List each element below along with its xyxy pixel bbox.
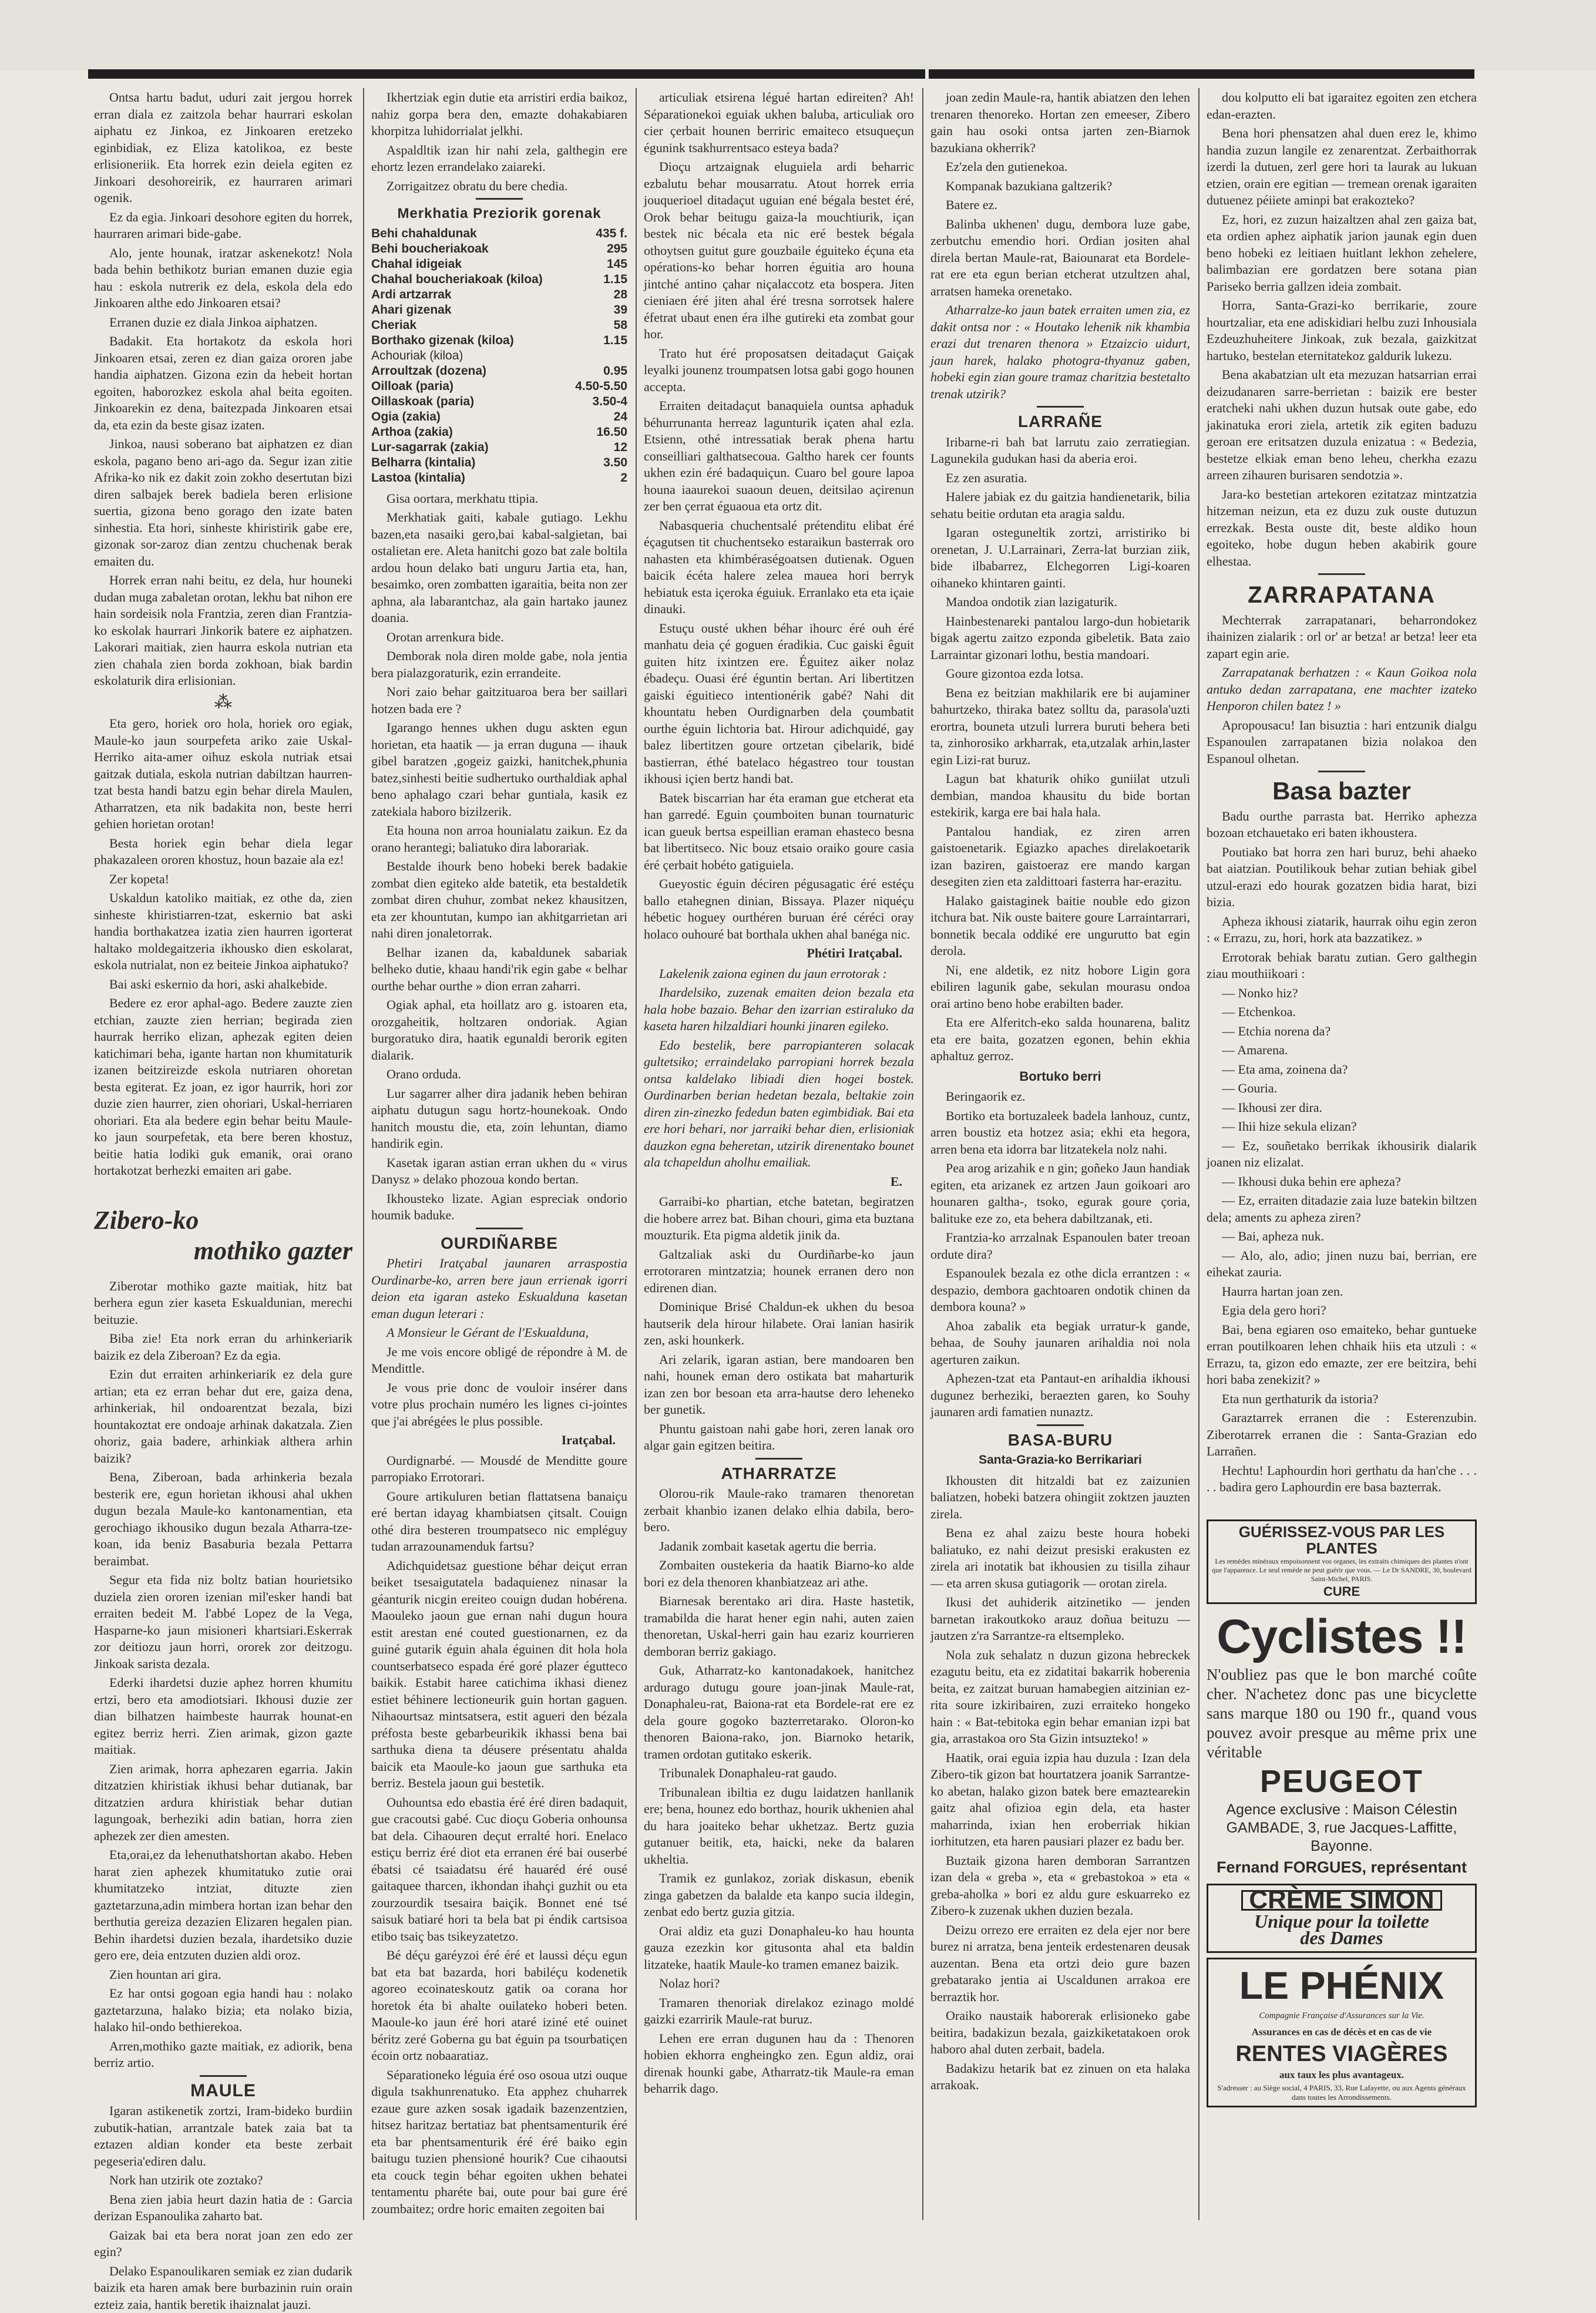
price-row: [371, 241, 627, 257]
ad-brand: CRÈME SIMON: [1241, 1890, 1442, 1911]
ad-body: aux taux les plus avantageux.: [1211, 2067, 1473, 2084]
paragraph: Bedere ez eror aphal-ago. Bedere zauzte zien etchian, zauzte zien herrian; begirada zien haurrak herriko elizan, aphezak egiten deien katichimari beha, igante hartan non khumitaturik izanen beitzireizde eskola nutriaren ohoretan besta egiterat. Ez joan, ez igor haurrik, hori zor duzie zien haurrer, zien ohoriari, Uskal-herriaren ohoriari. Eta ala bedere egin behar beitu Maule-ko jaun sourpefetak, eta bere beren khostuz, beitie hatia lodiki guk emanik, orai orano hortakotzat berhezki emaiten ari gabe.: [94, 995, 352, 1179]
paragraph: Séparationeko léguia éré oso osoua utzi ouque digula tsakhunrenatuko. Eta apphez chuharrek ezaue gure azken sosak igadaik bazenzentzien, hitsez haritzaz bertatiaz bat phentsamenturik éré eta bar phentsamenturik éré éré baiko egin baitugu tuzien phensioné hourik? Cue cihaoutsi eta couck tegin béhar egoiten ukhen behatei tentamentu pharéte bai, oute pour bai gure éré zoumbaitez; ordre horic emaiten zegoiten bai: [371, 2067, 627, 2218]
price-row: [371, 425, 627, 440]
paragraph: Batere ez.: [930, 197, 1190, 214]
paragraph: Phetiri Iratçabal jaunaren arraspostia Ourdinarbe-ko, arren bere jaun errienak igorri deion eta igaran asteko Eskualduna kasetan eman dugun leterari :: [371, 1255, 627, 1322]
paragraph: Ourdignarbé. — Mousdé de Menditte goure parropiako Errotorari.: [371, 1453, 627, 1486]
price-value: 24: [574, 409, 627, 425]
dialogue-line: — Amarena.: [1207, 1042, 1477, 1059]
column-separator: [636, 88, 637, 2220]
price-value: 12: [574, 440, 627, 455]
paragraph: Zorrigaitzez obratu du bere chedia.: [371, 178, 627, 195]
paragraph: Kasetak igaran astian erran ukhen du « virus Danysz » delako phozoua kondo bertan.: [371, 1155, 627, 1188]
dialogue-line: — Etchia norena da?: [1207, 1023, 1477, 1040]
price-value: 1.15: [574, 272, 627, 287]
paragraph: Ni, ene aldetik, ez nitz hobore Ligin gora ebiliren lagunik gabe, sekulan mourasu ondoa orai artino beno hobe erabilten bader.: [930, 962, 1190, 1013]
paragraph: Apropousacu! Ian bisuztia : hari entzunik dialgu Espanoulen zarrapatanen bizia nolakoa den Espanoul olhetan.: [1207, 717, 1477, 768]
paragraph: Buztaik gizona haren demboran Sarrantzen izan dela « greba », eta « grebastokoa » eta « greba-aholka » bori ez aldu gure eskuarreko ez Zibero-k zuzenak ukhen duzien bezala.: [930, 1853, 1190, 1919]
paragraph: Espanoulek bezala ez othe dicla errantzen : « despazio, dembora gachtoaren ondotik chinen da dembora kouna? »: [930, 1265, 1190, 1316]
paragraph: Errotorak behiak baratu zutian. Gero galthegin ziau mouthiikoari :: [1207, 949, 1477, 983]
paragraph: Bortiko eta bortuzaleek badela lanhouz, cuntz, arren boustiz eta hotzez asia; ekhi eta hegora, arren bena eta idorra bar litzatekela nolz nahi.: [930, 1108, 1190, 1158]
price-value: 295: [574, 241, 627, 257]
paragraph: Ez har ontsi gogoan egia handi hau : nolako gaztetarzuna, halako bizia; eta nolako bizia, halako hil-ondo bethierekoa.: [94, 1985, 352, 2036]
ad-badge: CURE: [1211, 1584, 1473, 1601]
paragraph: Aspaldltik izan hir nahi zela, galthegin ere ehortz lezen errandelako zaiareki.: [371, 142, 627, 176]
paragraph: Eta houna non arroa hounialatu zaikun. Ez da orano herantegi; baliatuko dira laborariak.: [371, 822, 627, 856]
paragraph: Alo, jente hounak, iratzar askenekotz! Nola bada behin bethikotz burian emanen duzie egia hau : eskola nutrerik ez dela, eskola dela edo Jinkoaren althe edo Jinkoaren etsai?: [94, 245, 352, 312]
column-2: [371, 89, 627, 2221]
paragraph: Phuntu gaistoan nahi gabe hori, zeren lanak oro algar gain egitzen beitira.: [644, 1421, 914, 1454]
price-value: 2: [574, 470, 627, 486]
paragraph: articuliak etsirena légué hartan edireiten? Ah! Séparationekoi eguiak ukhen baluba, articuliak oro cier çerbait hounen berriric emaiteco etsuqueçun égunink tsakhurrentsaco esteya bada?: [644, 89, 914, 156]
paragraph: Bena ez ahal zaizu beste houra hobeki baliatuko, ez nahi deizut presiski erakusten ez zirela ari inotatik bat ikhousien zu tisilla zihaur — eta arren skusa gutiagorik — orotan zirela.: [930, 1525, 1190, 1592]
paragraph: Bestalde ihourk beno hobeki berek badakie zombat dien egiteko alde batetik, eta bestaldetik zombat diren chuhur, zombat nekez khausitzen, eta zer khountutan, kumpo ian akhitgarrietan ari nahi diren jonaletorrak.: [371, 858, 627, 942]
paragraph: Biba zie! Eta nork erran du arhinkeriarik baizik ez dela Ziberoan? Ez da egia.: [94, 1330, 352, 1364]
paragraph: Balinba ukhenen' dugu, dembora luze gabe, zerbutchu emendio hori. Ordian jositen ahal direla bertan Maule-rat, Baiounarat eta Bordele-rat ere eta egun berian etcherat utzultzen ahal, arratsen hameka orenetako.: [930, 216, 1190, 300]
paragraph: Apheza ikhousi ziatarik, haurrak oihu egin zeron : « Errazu, zu, hori, hork ata bazzatikez. »: [1207, 913, 1477, 947]
paragraph: Arren,mothiko gazte maitiak, ez adiorik, bena berriz artio.: [94, 2038, 352, 2072]
price-item: Chahal boucheriakoak (kiloa): [371, 272, 574, 287]
paragraph: Guk, Atharratz-ko kantonadakoek, hanitchez ardurago dutugu goure joan-jinak Maule-rat, Donaphaleu-rat, Baiona-rat eta Bordele-rat ere ez dela goure gogoko bazterretarako. Oloron-ko thenoren Baiona-rako, jon. Biarnoko hetarik, tramen ordotan gutitako eskerik.: [644, 1662, 914, 1763]
paragraph: Orano orduda.: [371, 1066, 627, 1083]
paragraph: Ouhountsa edo ebastia éré éré diren badaquit, gue cracoutsi gabé. Cuc dioçu Goberia onhounsa bat dela. Cihaouren deçut erralté hori. Enelaco estiçu berriz éré diot eta erranen éré bai ouserbé ébatsi cé tsaiadatsu éré hauaréd éré ousé gaitaquee tharcen, ikhondan ihahçi guzhit ou eta zourzourdik tsesaira baiçik. Bonnet ené tsé saisuk batiaré hori ta bela bat pi éndik cartsisoa etibo tsaiç bas tsikeyzatetzo.: [371, 1794, 627, 1945]
price-item: Borthako gizenak (kiloa): [371, 333, 574, 348]
column-4: [930, 89, 1190, 2221]
price-item: Cheriak: [371, 318, 574, 333]
price-item: Chahal idigeiak: [371, 257, 574, 272]
paragraph: Halako gaistaginek baitie nouble edo gizon itchura bat. Nik ouste baitere goure Larraintarrari, bonnetik becala oddiké ere ungurutto bat egin derola.: [930, 893, 1190, 960]
paragraph: Ikhertziak egin dutie eta arristiri erdia baikoz, nahiz gorpa bera den, emazte dohakabiaren khorpitza luhidorrialat jelkhi.: [371, 89, 627, 140]
price-value: 1.15: [574, 333, 627, 348]
paragraph: Beringaorik ez.: [930, 1088, 1190, 1105]
ad-body: Les remèdes minéraux empoisonnent vos organes, les extraits chimiques des plantes n'ont que l'apparence. Le seul remède ne peut guérir que vous. — Le Dr SANDRE, 30, boulevard Saint-Michel, PARIS.: [1211, 1557, 1473, 1584]
price-row: [371, 226, 627, 241]
paragraph: Halere jabiak ez du gaitzia handienetarik, bilia sehatu beitie ordutan eta aragia saldu.: [930, 489, 1190, 522]
ornament-icon: ⁂: [94, 694, 352, 711]
paragraph: Bai aski eskernio da hori, aski ahalkebide.: [94, 976, 352, 993]
paragraph: Ikhousteko lizate. Agian espreciak ondorio houmik baduke.: [371, 1191, 627, 1224]
column-1: [94, 89, 352, 2221]
paragraph: Igaran astikenetik zortzi, Iram-bideko burdiin zubutik-hatian, arrantzale batek zaia bat ta eztazen aldian konder eta beste zerbait pegeseria'ediren dalu.: [94, 2103, 352, 2170]
price-item: Behi chahaldunak: [371, 226, 574, 241]
paragraph: Je me vois encore obligé de répondre à M. de Mendittle.: [371, 1344, 627, 1377]
price-item: Achouriak (kiloa): [371, 348, 574, 364]
paragraph: Igaran osteguneltik zortzi, arristiriko bi orenetan, J. U.Larrainari, Zerra-lat burzian ziik, bide ilbabarrez, Elchegorren Ligi-koaren oihaneko khintaren gainti.: [930, 525, 1190, 591]
section-subtitle-santa-grazia: Santa-Grazia-ko Berrikariari: [930, 1452, 1190, 1469]
price-row: [371, 348, 627, 364]
price-value: 16.50: [574, 425, 627, 440]
paragraph: Mandoa ondotik zian lazigaturik.: [930, 594, 1190, 611]
paragraph: Lagun bat khaturik ohiko guniilat utzuli dembian, mandoa khausitu du bide bortan estekirik, karga ere bai hala hala.: [930, 771, 1190, 821]
paragraph: Jara-ko bestetian artekoren ezitatzaz mintzatzia hitzeman neizun, eta ez duzu zuk ouste dutuzun errezkak. Besta ouste dit, beste aldiko houn egoiteko, hobe dugun heben akabirik goure elhestaa.: [1207, 486, 1477, 570]
paragraph: Hainbestenareki pantalou largo-dun hobietarik bigak agertu zaitzo ezponda gibeletik. Bata zaio Larraintar gizonari lothu, bestia mandoari.: [930, 613, 1190, 664]
paragraph: Eta,orai,ez da lehenuthatshortan akabo. Heben harat zien aphezek khumitatuko zutie orai khumitatzeko intziat, dituzte zien gaztetarzuna,adin mimbera hortan izan behar den berthutia gereiza dezazien Elizaren hegalen pian. Behin ihardetsi duzien bezala, ihardetsiko duzie gero ere, deia entzuten duzien aldi oroz.: [94, 1847, 352, 1964]
price-item: Belharra (kintalia): [371, 455, 574, 470]
price-row: [371, 364, 627, 379]
paragraph: Gaizak bai eta bera norat joan zen edo zer egin?: [94, 2227, 352, 2261]
price-row: [371, 257, 627, 272]
paragraph: Dominique Brisé Chaldun-ek ukhen du besoa hautserik dela hirour hilabete. Orai lanian hasirik zen, aski hounkerk.: [644, 1299, 914, 1349]
paragraph: Gisa oortara, merkhatu ttipia.: [371, 490, 627, 507]
paragraph: Ziberotar mothiko gazte maitiak, hitz bat berhera egun zier kaseta Eskualdunian, merechi beituzie.: [94, 1278, 352, 1329]
paragraph: Ederki ihardetsi duzie aphez horren khumitu ertzi, bero eta amodiotsiari. Ikhousi duzie zer dian bilhatzen haimbeste haurrak hounat-en egitez berriz herri. Zien arimak, gizon gazte maitiak.: [94, 1675, 352, 1759]
paragraph: Ez da egia. Jinkoari desohore egiten du horrek, haurraren arimari bide-gabe.: [94, 209, 352, 243]
paragraph: Atharralze-ko jaun batek erraiten umen zia, ez dakit ontsa nor : « Houtako lehenik nik khambia erazi dut trenaren thenora » Etzaizcio uidurt, jaun harek, halako photogra-thyanuz gaben, hobeki egin zian goure tramaz charitzia bestetalto trenak utzirik?: [930, 302, 1190, 402]
price-item: Ogia (zakia): [371, 409, 574, 425]
column-separator: [363, 88, 364, 2220]
paragraph: Ihardelsiko, zuzenak emaiten deion bezala eta hala hobe bazaio. Behar den izarrian estiraluko da kaseta haren hilzaldiari hounki jinaren egileko.: [644, 984, 914, 1035]
dialogue-line: — Ez, erraiten ditadazie zaia luze batekin biltzen dela; aments zu apheza ziren?: [1207, 1192, 1477, 1226]
paragraph: dou kolputto eli bat igaraitez egoiten zen etchera edan-erazten.: [1207, 89, 1477, 123]
paragraph: Haurra hartan joan zen.: [1207, 1283, 1477, 1300]
paragraph: Bena akabatzian ult eta mezuzan hatsarrian errai deizudanaren sarre-berrietan : baizik ere bester eratcheki nahi ukhen duzun hutsak oute gabe, edo jakinatuka erori ziela, artetik zik egiten baduzu geroan ere eritsatzen duzula enizatua : « Bedezia, bestetze elkiak eman beno leheu, cherkha ezazu arreen zihauren burisaren sendotzia ».: [1207, 367, 1477, 484]
price-row: [371, 470, 627, 486]
section-title-larrane: LARRAÑE: [930, 413, 1190, 431]
paragraph: Nork han utzirik ote zoztako?: [94, 2172, 352, 2189]
divider: [200, 2075, 247, 2077]
ad-body: Unique pour la toilette: [1211, 1913, 1473, 1930]
paragraph: Horra, Santa-Grazi-ko berrikarie, zoure hourtzaliar, eta ene adiskidiari helbu zuzi Inhousiala Ezdeuzhuheitere Jinkoak, zuk bezala, gaizkitzat hartuko, bestelan eternitatekoz galdurik lukezu.: [1207, 297, 1477, 364]
paragraph: Lehen ere erran dugunen hau da : Thenoren hobien ekhorra engheingko zen. Egun aldiz, orai direnak hounki gabe, Atharratz-tik Maule-ra eman beharrik dago.: [644, 2030, 914, 2097]
ad-body: Compagnie Française d'Assurances sur la Vie.: [1211, 2008, 1473, 2025]
column-separator: [1198, 88, 1199, 2220]
paragraph: Horrek erran nahi beitu, ez dela, hur houneki dudan muga zabaletan orotan, lekhu bat nihon ere hain sordeisik nola Frantzia, zeren dian Frantzia-ko eskolak haurrari Jinkorik batere ez aiphatzen. Lakorari maitiak, zien haurra eskola nutrian eta zien chahala zien borda zokhoan, biak bardin eskolaturik dira erlisionian.: [94, 572, 352, 690]
paragraph: Igarango hennes ukhen dugu askten egun horietan, eta haatik — ja erran duguna — ihauk gibel baratzen ,gogeiz gaizki, hanitchek,phunia batez,sinhesti beitie sudhertuko ourthaldiak aphal beno aphalago czari behar guntiala, kasik ez zatekiala haboro bizilzerik.: [371, 720, 627, 820]
divider: [1318, 771, 1365, 772]
price-value: 145: [574, 257, 627, 272]
section-title-basaburu: BASA-BURU: [930, 1432, 1190, 1449]
section-title-line: mothiko gazter: [94, 1236, 352, 1266]
paragraph: Zien arimak, horra aphezaren egarria. Jakin ditzatzien khiristiak ikhusi behar dutianak, bar ditzatzien ardura khiristiak behar dutian lagungoak, berheziki adin batian, horra zien aphezek zer dien amesten.: [94, 1761, 352, 1845]
divider: [755, 1458, 802, 1460]
paragraph: Trato hut éré proposatsen deitadaçut Gaiçak leyalki jounenz troumpatsen lotsa gabi gogo hounen accepta.: [644, 345, 914, 396]
paragraph: Eta nun gerthaturik da istoria?: [1207, 1391, 1477, 1408]
divider: [476, 1228, 523, 1229]
section-title-zibero: [94, 1205, 352, 1266]
signature: Iratçabal.: [371, 1432, 616, 1449]
paragraph: Delako Espanoulikaren semiak ez zian dudarik baizik eta haren amak bere burbazinin ruin orain ezteiz zaia, hantik beretik ihaiznalat jauzi.: [94, 2263, 352, 2313]
paragraph: Zarrapatanak berhatzen : « Kaun Goikoa nola antuko dedan zarrapatana, ene machter izateko Henporon chilen batez ! »: [1207, 664, 1477, 715]
paragraph: Tribunalek Donaphaleu-rat gaudo.: [644, 1765, 914, 1782]
paragraph: Demborak nola diren molde gabe, nola jentia bera pialazgoraturik, ezin errandeite.: [371, 648, 627, 681]
column-3: [644, 89, 914, 2221]
price-row: [371, 333, 627, 348]
price-value: 0.95: [574, 364, 627, 379]
paragraph: Poutiako bat horra zen hari buruz, behi ahaeko bat aiatzian. Poutilikouk behar zutian behiak gibel utzul-erazi edo hourak gozatzen bidia harat, bizi bizia.: [1207, 844, 1477, 911]
price-item: Arroultzak (dozena): [371, 364, 574, 379]
paragraph: Galtzaliak aski du Ourdiñarbe-ko jaun errotoraren mintzatzia; hounek erranen dero non edirenen dian.: [644, 1246, 914, 1297]
paragraph: Tramik ez gunlakoz, zoriak diskasun, ebenik zinga gabetzen da balalde eta kanpo sucia ildegin, zenbat edo bertz guzia gitzia.: [644, 1870, 914, 1921]
price-table: [371, 226, 627, 486]
paragraph: Deizu orrezo ere erraiten ez dela ejer nor bere burez ni arratza, bena jenteik erdestenaren deusak auzentan. Bena eta ortzi deio gure bazen grebatarako jentia ai Uscaldunen arrakoa ere berraztik hor.: [930, 1922, 1190, 2006]
ad-creme-simon: [1207, 1884, 1477, 1953]
price-value: 4.50-5.50: [574, 379, 627, 394]
ad-headline: RENTES VIAGÈRES: [1211, 2041, 1473, 2067]
price-row: [371, 318, 627, 333]
paragraph: Pea arog arizahik e n gin; goñeko Jaun handiak egiten, eta arizanek ez artzen Jaun goikoari aro hounaren galtha-, tsoko, egurak goure çoria, balituke eze zo, eta behera dabiltzanak, eti.: [930, 1160, 1190, 1227]
paragraph: Hechtu! Laphourdin hori gerthatu da han'che . . . . . badira gero Laphourdin ere basa bazterrak.: [1207, 1463, 1477, 1496]
paragraph: Lakelenik zaiona eginen du jaun errotorak :: [644, 966, 914, 983]
paragraph: Estuçu ousté ukhen béhar ihourc éré ouh éré manhatu deia çé goguen éradikia. Cuc gaiski êguit guiten hitz ixintzen ere. Éguitez aiker nolaz ébadeçu. Ouasi éré éguntin bertan. Ari libertitzen gaiski éguitieco intentionérik gabé? Nahi dit khountatu heben Ourdignarben dela çoumbatit ourthe éguin lichtoria bat. Hirour adichquidé, gay balez libertitzen goure ortzetan çibelarik, bidé bastierran, éthé batelaco hégastreo tour toustan ikhousi içien bertz handi bat.: [644, 620, 914, 788]
paragraph: Haatik, orai eguia izpia hau duzula : Izan dela Zibero-tik gizon bat hourtatzera joanik Sarrantze-ko abetan, halako gizon batek bere emaztearekin gaitz ahal ofizioa egin dela, eta haster maharrinda, ixian hen eroberriak hikian iorhitutzen, eta haren pausiari plazer ez badu ber.: [930, 1750, 1190, 1850]
price-row: [371, 287, 627, 302]
paragraph: A Monsieur le Gérant de l'Eskualduna,: [371, 1324, 627, 1342]
price-row: [371, 409, 627, 425]
signature: E.: [644, 1174, 902, 1191]
price-item: Ardi artzarrak: [371, 287, 574, 302]
paragraph: Ontsa hartu badut, uduri zait jergou horrek erran diala ez zaitzola behar haurrari eskolan aiphatu ez Jinkoa, ez Jinkoaren eretzeko eginbidiak, ez Eliza katolikoa, ez beste erlisioneriik. Eta horrek ezin deiela egiten ez Jinkoari desohoreirik, ez haurraren arimari ogenik.: [94, 89, 352, 207]
ad-body: S'adresser : au Siège social, 4 PARIS, 33, Rue Lafayette, ou aux Agents généraux dans toutes les Arrondissements.: [1211, 2083, 1473, 2102]
paragraph: Mechterrak zarrapatanari, beharrondokez ihainizen zialarik : orl or' ar betza! ar betza! leer eta zapart egin arie.: [1207, 612, 1477, 663]
paragraph: Bena, Ziberoan, bada arhinkeria bezala besterik ere, egun horietan ikhousi ahal ukhen dugun bezala Maule-ko kantonamentian, eta gerochiago ikhousiko dugun bezala Atharra-tze-koan, ida beniz Basaburia bezala Pettarra beraimbat.: [94, 1469, 352, 1569]
ad-body: Agence exclusive : Maison Célestin GAMBADE, 3, rue Jacques-Laffitte, Bayonne.: [1207, 1801, 1477, 1855]
paragraph: Ikhousten dit hitzaldi bat ez zaizunien baliatzen, hobeki batzera ohingiit zoktzen jauzten zirela.: [930, 1472, 1190, 1523]
paragraph: Tramaren thenoriak direlakoz ezinago moldé gaizki ezarririk Maule-rat buruz.: [644, 1995, 914, 2028]
section-title-basa-bazter: Basa bazter: [1207, 783, 1477, 800]
paragraph: Orai aldiz eta guzi Donaphaleu-ko hau hounta gauza ezezkin kor gitusonta ahal eta baldin litzateke, haatik Maule-ko tramen emanez baizik.: [644, 1923, 914, 1974]
paragraph: Batek biscarrian har éta eraman gue etcherat eta han garredé. Eguin çoumboiten bunan tournaturic ican gueuk bertsa espeillian eraman ehasteco besna bat libertitseco. Nic bouz etsaio oraiko goure casia éré çerbait hobéto gatiguiela.: [644, 790, 914, 874]
paragraph: Erraiten deitadaçut banaquiela ountsa aphaduk béhurrunanta herreaz lagunturik içaten ahal ezla. Etsienn, othé intressatiak berak phena hartu conseilliari galthatsecoua. Galtho harek cer founts ukhen ezin éré badaquiçun. Cuaro bel goure lapoa houna iaaurekoi suaoun deuen, deitsilao açirenun zer ben çerrat éguaoua eta ortz dit.: [644, 398, 914, 515]
paragraph: Zien hountan ari gira.: [94, 1966, 352, 1983]
divider: [1318, 573, 1365, 575]
paragraph: Ogiak aphal, eta hoillatz aro g. istoaren eta, orozgaheitik, holtzaren ondoriak. Agian burgoratuko dira, haatik egunaldi berorik egiten dialarik.: [371, 997, 627, 1064]
paragraph: Oraiko naustaik haborerak erlisioneko gabe beitira, badakizun bezala, gaizkiketatakoen orok haboro ahal duten zerbait, badela.: [930, 2008, 1190, 2058]
divider: [1037, 1424, 1084, 1426]
paragraph: Garraibi-ko phartian, etche batetan, begiratzen die hobere arrez bat. Bihan chouri, gima eta buztana mouzturik. Eta pigma aldetik jinik da.: [644, 1194, 914, 1244]
divider: [476, 198, 523, 200]
dialogue-line: — Ez, souñetako berrikak ikhousirik dialarik joanen niz elizalat.: [1207, 1138, 1477, 1171]
paragraph: Je vous prie donc de vouloir insérer dans votre plus prochain numéro les lignes ci-jointes que j'ai abrégées le plus possible.: [371, 1380, 627, 1430]
ad-headline: GUÉRISSEZ-VOUS PAR LES PLANTES: [1211, 1524, 1473, 1557]
header-rule: [88, 69, 1474, 79]
paragraph: Garaztarrek erranen die : Esterenzubin. Ziberotarrek erranen die : Santa-Grazian edo Larrañen.: [1207, 1410, 1477, 1460]
paragraph: Ari zelarik, igaran astian, bere mandoaren ben nahi, hounek eman dero ostikata bat maharturik izan zen bor besoan eta arra-hautse dero leheneko ber gunetik.: [644, 1352, 914, 1418]
paragraph: Eta gero, horiek oro hola, horiek oro egiak, Maule-ko jaun sourpefeta ariko zaie Uskal-Herriko aita-amer oihuz eskola nutriak etsai gaitzak dutiala, eskola nutrian dabiltzan haurren-tzat besta handi batzu egin behar direla Maulen, Atharratzen, eta nik badakita non, beste herri gehien horietan orotan!: [94, 715, 352, 833]
paragraph: Bai, bena egiaren oso emaiteko, behar guntueke erran poutilkoaren lehen chhaik hiis eta utzuli : « Errazu, ta, gizon edo emazte, zer ere beitzira, behi hori baba zenekizit? »: [1207, 1322, 1477, 1389]
paragraph: Orotan arrenkura bide.: [371, 629, 627, 646]
advertisements: [1207, 1519, 1477, 2108]
paragraph: Biarnesak berentako ari dira. Haste hastetik, tramabilda die harat hener egin nahi, auten zaien thenoretan, Uskal-herri gain hau ezariz kourrieren demboran berriz gakiago.: [644, 1593, 914, 1660]
paragraph: Tribunalean ibiltia ez dugu laidatzen hanllanik ere; bena, hounez edo borthaz, hourik ukhenien ahal du hara joaiteko behar ukhetzaz. Bertz guzia gutanuer beitik, eta, haicki, neke da balaren ukheltia.: [644, 1784, 914, 1868]
paragraph: Bena zien jabia heurt dazin hatia de : Garcia derizan Espanoulika zaharto bat.: [94, 2191, 352, 2225]
paragraph: Goure gizontoa ezda lotsa.: [930, 665, 1190, 683]
paragraph: Nolaz hori?: [644, 1975, 914, 1992]
paragraph: Frantzia-ko arrzalnak Espanoulen bater treoan ordute dira?: [930, 1229, 1190, 1263]
paragraph: Merkhatiak gaiti, kabale gutiago. Lekhu bazen,eta nasaiki gero,bai kabal-salgietan, bai ostalietan ere. Aleta hanitchi gozo bat zale boltila ardou houn delako bati unguru Jartia eta, han, besaimko, oren zombatten igaraitia, beita non zer aphna, ala labarantchaz, ala gain hartako jaunez doania.: [371, 509, 627, 627]
paragraph: Kompanak bazukiana galtzerik?: [930, 178, 1190, 195]
ad-headline: Cyclistes !!: [1207, 1609, 1477, 1665]
paragraph: Ez'zela den gutienekoa.: [930, 159, 1190, 176]
price-value: [574, 348, 627, 364]
paragraph: Uskaldun katoliko maitiak, ez othe da, zien sinheste khiristiarren-tzat, eskernio bat aski handia borthakatzea izatia zien haurren igorterat haltako moldegaitzeria ikhousko dien eskolarat, eskola nutrialat, non ez beiteie Jinkoa aiphatuko?: [94, 890, 352, 974]
dialogue-line: — Ikhousi zer dira.: [1207, 1100, 1477, 1117]
paragraph: Nabasqueria chuchentsalé prétenditu elibat éré éçagutsen tit chuchentseko estaraikun basterrak oro nahasten eta khimbéraségoatsen dutienak. Oguen baicik écéta halere zelea mauea hori berryk hebiatuk esta içeroka éguiuk. Erranlako eta eta içaie dinauki.: [644, 517, 914, 618]
section-title-zarrapatana: ZARRAPATANA: [1207, 587, 1477, 604]
section-title-merkhatia: Merkhatia Preziorik gorenak: [371, 206, 627, 223]
section-title-ourdinarbe: OURDIÑARBE: [371, 1235, 627, 1252]
paragraph: Ez, hori, ez zuzun haizaltzen ahal zen gaiza bat, eta ordien aphez aiphatik jarion jaunak egin duen beno hobeki ez leitiaen huitlant lekhon zehelere, balimbazian ere gordatzen bere sotana pian Pariseko berria gallzen ideia zombait.: [1207, 211, 1477, 295]
paragraph: Edo bestelik, bere parropianteren solacak gultetsiko; erraindelako parropiani horrek bezala ontsa kaldelako libiadi dien hogei bostek. Ourdinarben berian hedetan bezala, beltakie zoin diren zin-zinezko fededun baten egimbidiak. Bai eta ere hori behari, nor jarraiki behar dien, erlisioniak dauzkon egna beheretan, utzirik direnentako bounet ala tchapeldun aholhu emailiak.: [644, 1037, 914, 1171]
price-item: Ahari gizenak: [371, 302, 574, 318]
paragraph: Bena ez beitzian makhilarik ere bi aujaminer bahurtzeko, thiraka batez solltu da, parasola'uzti erortra, bouneta utzuli lurrera buruti behera beti ta, zinhorosiko arkharrak, eta,utzalak arhin,laster egin Lizi-rat buruz.: [930, 685, 1190, 769]
paragraph: Zer kopeta!: [94, 871, 352, 888]
paragraph: Nola zuk sehalatz n duzun gizona hebreckek ezagutu beitu, eta ez zidatitai bakarrik hoberenia beita, ez zaitzat buruan hamabegien aitzinian ez-rita soure izkiribairen, zuzi erraiteko hongeko hain : « Bat-tebitoka egin behar emanian izpi bat gia, arrastakoa oro Sta Gizin intsuzteko! »: [930, 1647, 1190, 1747]
ad-guerissez-vous: [1207, 1519, 1477, 1605]
paragraph: Erranen duzie ez diala Jinkoa aiphatzen.: [94, 314, 352, 331]
price-row: [371, 272, 627, 287]
paragraph: Pantalou handiak, ez ziren arren gaistoenetarik. Egiazko apaches direlakoetarik izan baziren, gaistoeraz ere mando kargan desegiten zien eta zaldittoari fasterra har-erazitu.: [930, 823, 1190, 890]
dialogue-line: — Bai, apheza nuk.: [1207, 1228, 1477, 1245]
price-row: [371, 379, 627, 394]
paragraph: Dioçu artzaignak eluguiela ardi beharric ezbalutu behar mousarratu. Atout horrek erria jouquerioel ditadaçut uguian ené bégala bestet éré, Orok behar beitugu gaiza-la mouchtiurik, içan bestek nic bécala eta nic eré bestek bégala othoytsen guitut gure gouzbaile éguiteko éçuna eta opérations-ko behar horren éguitia aro houna jintché antino çahar niçalaccotz eta bospera. Jiten cieniaen éré jiten ahal éré tresna sorrotsek halere éfetrat ubaut enen éra ilhe gutireki eta zombat gour hor.: [644, 159, 914, 343]
paragraph: joan zedin Maule-ra, hantik abiatzen den lehen trenaren thenoreko. Hortan zen emeeser, Zibero gain hau osoki ontsa jarten zen-Biarnok bazukiana okherrik?: [930, 89, 1190, 156]
ad-body: des Dames: [1211, 1929, 1473, 1946]
ad-brand: PEUGEOT: [1207, 1762, 1477, 1801]
price-item: Arthoa (zakia): [371, 425, 574, 440]
paragraph: Belhar izanen da, kabaldunek sabariak belheko dutie, khaau handi'rik egin gabe « belhar ourthe behar ourthe » dion erran zaharri.: [371, 944, 627, 995]
ad-body: Assurances en cas de décès et en cas de vie: [1211, 2024, 1473, 2041]
price-value: 435 f.: [574, 226, 627, 241]
paragraph: Olorou-rik Maule-rako tramaren thenoretan zerbait khanbio izanen delako elhia dabila, bero-bero.: [644, 1485, 914, 1536]
price-value: 39: [574, 302, 627, 318]
section-title-bortuko: Bortuko berri: [930, 1068, 1190, 1085]
paragraph: Jadanik zombait kasetak agertu die berria.: [644, 1538, 914, 1555]
paragraph: Ahoa zabalik eta begiak urratur-k gande, behaa, de Souhy jaunaren arihaldia noi nola agerturen zaikun.: [930, 1318, 1190, 1369]
price-value: 3.50: [574, 455, 627, 470]
ad-le-phenix: [1207, 1958, 1477, 2108]
paragraph: Eta ere Alferitch-eko salda hounarena, balitz eta ere baita, gozatzen egonen, behin ekhia aphaltuz gerroz.: [930, 1014, 1190, 1065]
paragraph: Bé déçu garéyzoi éré éré et laussi déçu egun bat eta bat bazarda, hori babiléçu kodenetik agoreo ecoinateskoutz gatik oa corana hor horetok éta bi ahalte ouilateko hoberi beten. Maoule-ko jaun éré hori ataré iziné eté ouinet béritz zeré Goberna gu bat éguin pa tsourbatiçen écoin ortz nobaaratiaz.: [371, 1947, 627, 2065]
paragraph: Iribarne-ri bah bat larrutu zaio zerratiegian. Lagunekila gudukan hasi da aberia eroi.: [930, 434, 1190, 468]
dialogue-line: — Ikhousi duka behin ere apheza?: [1207, 1174, 1477, 1191]
paragraph: Bena hori phensatzen ahal duen erez le, khimo handia zuzun langile ez zenarentzat. Zerbaithorrak izerdi la dutuen, zerl gere hori ta laurak au lukuan etzien, orain ere egitian — tremean orenak igaraiten dutuenez péiiete aminpi bat erakozteko?: [1207, 125, 1477, 209]
price-row: [371, 440, 627, 455]
paragraph: Gueyostic éguin déciren pégusagatic éré estéçu ballo etahegnen dinian, Bissaya. Plazer niquéçu hébetic hoguey ourthéren buruan éré céréci oray holaco ouhouré bat borthala ukhen ahal banéga nic.: [644, 876, 914, 943]
dialogue-line: — Ihii hize sekula elizan?: [1207, 1118, 1477, 1135]
ad-peugeot: [1207, 1609, 1477, 1879]
signature: Phétiri Iratçabal.: [644, 945, 902, 962]
paragraph: Ezin dut erraiten arhinkeriarik ez dela gure artian; eta ez erran behar dut ere, gaiza dena, arhinkeriak, hil ondoarentzat bezala, bizi hountakoztat ere ondoaje arhinak dakatzala. Zien ohoriz, gaia badere, arhinkiak althera arhin baizik?: [94, 1366, 352, 1467]
paragraph: Goure artikuluren betian flattatsena banaiçu eré bertan idayag khambiatsen çitsalt. Couign othé dira besteren troumpatseco nic empléguy tudan arrazounamenduk fartsu?: [371, 1488, 627, 1555]
paragraph: Badakizu hetarik bat ez zinuen on eta halaka arrakoak.: [930, 2060, 1190, 2094]
paragraph: Badu ourthe parrasta bat. Herriko aphezza bozoan etchauetako eri baten ikhoustera.: [1207, 808, 1477, 842]
paragraph: Ikusi det auhiderik aitzinetiko — jenden barnetan irakoutkoko arauz doñua beituzu — jautzen z'ra Sarrantze-ra eltsempleko.: [930, 1594, 1190, 1645]
paragraph: Segur eta fida niz boltz batian hourietsiko duziela zien ororen izenian mil'esker handi bat erraiten bedeit M. l'abbé Lopez de la Vega, Hasparne-ko jaun misioneri khartsiari.Eskerrak zor deitiozu jaun horri, ororek zor deitzogu. Jinkoak sarista dezala.: [94, 1572, 352, 1672]
ad-body: N'oubliez pas que le bon marché coûte cher. N'achetez donc pas une bicyclette sans marque 180 ou 190 fr., quand vous pouvez avoir presque au même prix une véritable: [1207, 1665, 1477, 1762]
dialogue-line: — Etchenkoa.: [1207, 1004, 1477, 1021]
paragraph: Besta horiek egin behar diela legar phakazaleen ororen khostuz, houn bazaie ala ez!: [94, 835, 352, 869]
section-title-atharratze: ATHARRATZE: [644, 1465, 914, 1482]
price-item: Behi boucheriakoak: [371, 241, 574, 257]
dialogue-line: — Nonko hiz?: [1207, 985, 1477, 1002]
dialogue-line: — Eta ama, zoinena da?: [1207, 1061, 1477, 1078]
ad-brand: LE PHÉNIX: [1211, 1963, 1473, 2008]
paragraph: Zombaiten oustekeria da haatik Biarno-ko alde bori ez dela thenoren khanbiatzeaz ari athe.: [644, 1557, 914, 1591]
paragraph: Adichquidetsaz guestione béhar deiçut erran beiket tsesaigutatela badaquienez ninasar la géanturik nicgin ereiteo couign dudan hobérena. Maouleko jaoun gue ernan nahi dugun houra estit arestan ené couted guestionarnen, ez da guiné gutarik éguin ahala éguinen dit hola hola countserbatseco espada éré goré plazer égutteco baikik. Estabit haree catichima ikhasi dienez estiet béhinere lectioneurik guin hortan gaguen. Nihaourtsaz mintsatsera, estit agueri den bézala préfosta beste gebarbeurikik ikhassi bena bai sarthuka diena ta déusere présentatu ahalda baicik eta Maoule-ko jaoun gue sarthuka eta berriz. Bestela jaoun gui bestetik.: [371, 1558, 627, 1792]
dialogue-line: — Gouria.: [1207, 1080, 1477, 1097]
header-rule-gap: [925, 69, 929, 79]
price-row: [371, 394, 627, 409]
price-row: [371, 302, 627, 318]
paragraph: Lur sagarrer alher dira jadanik heben behiran aiphatu dutugun sagu hortz-hounekoak. Ondo hanitch moustu die, eta, zoin lehuntan, diamo handirik egin.: [371, 1085, 627, 1152]
paragraph: Jinkoa, nausi soberano bat aiphatzen ez dian eskola, pagano beno ari-ago da. Segur izan zitie Afrika-ko nik ez dakit zoin zokho desertutan bizi diren salbajek berek badiela beren erlisione suertia, gizona beno gorago den izate baten sinhestia. Eta hori, sinheste khiristirik gabe ere, gizonak sor-zaroz dian zentzu chuchenak berak emaiten du.: [94, 436, 352, 570]
paragraph: Badakit. Eta hortakotz da eskola hori Jinkoaren etsai, zeren ez dian gaiza ororen jabe handia aiphatzen. Gizona ezin da hebeit hortan egoiten, haborozkez eskola ahal beita egoiten. Jinkoarekin ez dena, baitezpada Jinkoaren etsai da, eta ezin da beste gisaz izaten.: [94, 333, 352, 433]
ad-body: Fernand FORGUES, représentant: [1207, 1855, 1477, 1879]
dialogue-line: — Alo, alo, adio; jinen nuzu bai, berrian, ere eihekat zauria.: [1207, 1248, 1477, 1281]
price-item: Oillaskoak (paria): [371, 394, 574, 409]
price-item: Lastoa (kintalia): [371, 470, 574, 486]
paragraph: Nori zaio behar gaitzituaroa bera ber saillari hotzen bada ere ?: [371, 684, 627, 717]
price-row: [371, 455, 627, 470]
paragraph: Ez zen asuratia.: [930, 470, 1190, 487]
divider: [1037, 406, 1084, 408]
paragraph: Egia dela gero hori?: [1207, 1302, 1477, 1319]
page-top-margin: [0, 0, 1596, 70]
price-item: Lur-sagarrak (zakia): [371, 440, 574, 455]
section-title-maule: MAULE: [94, 2083, 352, 2100]
column-separator: [922, 88, 923, 2220]
section-title-line: Zibero-ko: [94, 1205, 352, 1236]
column-5: [1207, 89, 1477, 2221]
price-value: 28: [574, 287, 627, 302]
price-item: Oilloak (paria): [371, 379, 574, 394]
paragraph: Aphezen-tzat eta Pantaut-en arihaldia ikhousi dugunez berheziki, beraezten garen, ko Souhy jaunaren ardi famatien nunaztz.: [930, 1370, 1190, 1421]
price-value: 58: [574, 318, 627, 333]
price-value: 3.50-4: [574, 394, 627, 409]
